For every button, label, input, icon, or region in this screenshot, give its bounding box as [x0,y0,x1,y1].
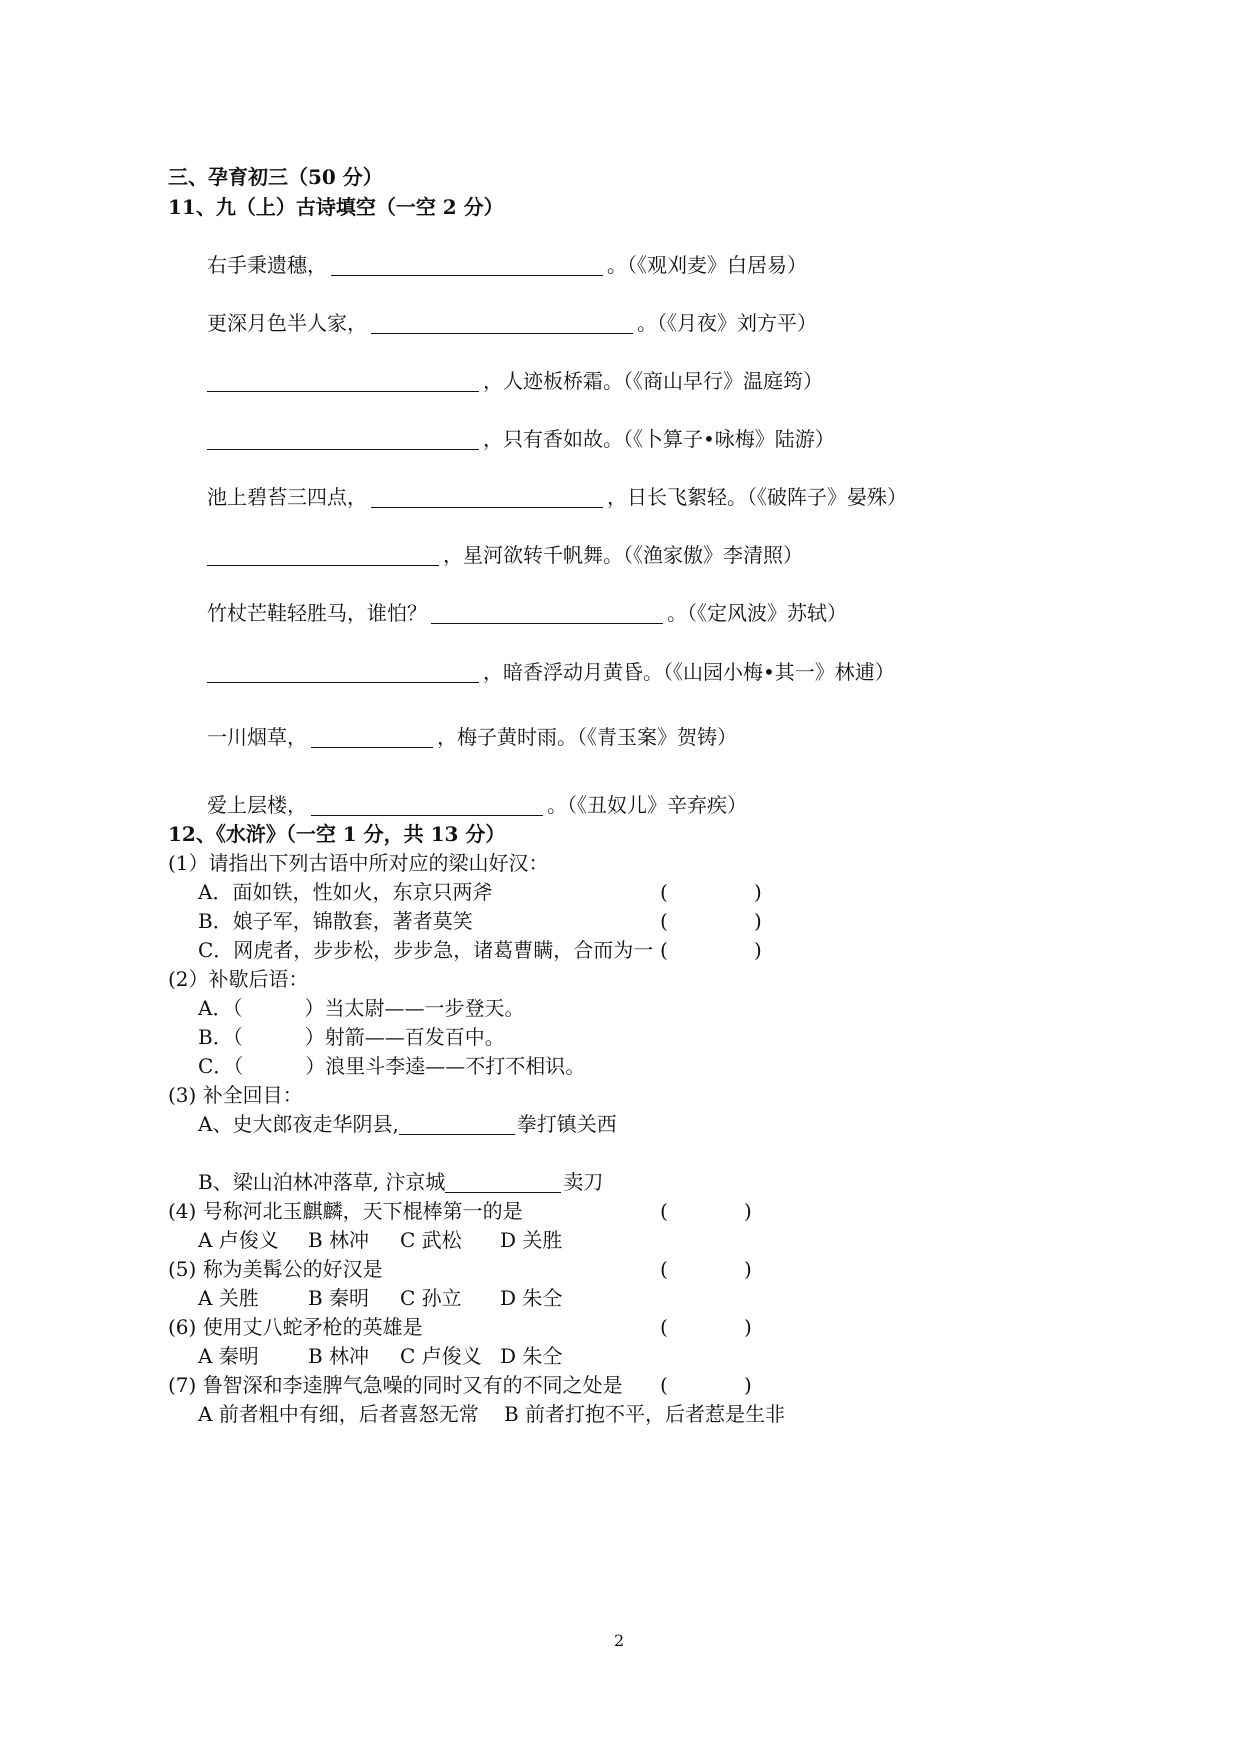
answer-blank[interactable] [399,1114,515,1135]
answer-blank[interactable] [207,545,439,566]
poem-text-after: ，只有香如故。（《卜算子•咏梅》陆游） [483,427,835,451]
q12-part2-prompt: (2）补歇后语： [168,967,309,991]
poem-text-after: ，梅子黄时雨。（《青玉案》贺铸） [437,725,737,749]
option-d: D 朱仝 [500,1344,563,1368]
poem-text-before: 池上碧苔三四点， [207,485,367,509]
poem-text-before: 右手秉遗穗， [207,253,327,277]
option-b: B 林冲 [308,1344,370,1368]
q12-title: 12、《水浒》（一空 1 分，共 13 分） [168,822,506,846]
q11-title: 11、九（上）古诗填空（一空 2 分） [168,195,504,219]
section-title: 三、孕育初三（50 分） [168,165,383,189]
q12-part3-item-a [198,1111,617,1137]
option-b: B 秦明 [308,1286,370,1310]
answer-blank[interactable] [445,1172,561,1193]
page-number: 2 [614,1631,625,1650]
option-d: D 关胜 [500,1228,563,1252]
option-a: A 关胜 [198,1286,259,1310]
answer-paren-open: ( [660,938,668,962]
poem-line-4 [207,426,835,452]
poem-line-2 [207,310,817,336]
poem-text-after: 。（《丑奴儿》辛弃疾） [547,793,747,817]
answer-blank[interactable] [331,255,603,276]
answer-blank[interactable] [311,795,543,816]
q12-part3-prompt: (3) 补全回目： [168,1083,303,1107]
answer-paren-open: ( [660,1199,668,1223]
q12-part5-prompt: (5) 称为美髯公的好汉是 [168,1257,383,1281]
option-c: C 武松 [400,1228,462,1252]
q12-part1-prompt: (1）请指出下列古语中所对应的梁山好汉： [168,851,549,875]
q12-part3-item-b [198,1169,603,1195]
option-c: C 孙立 [400,1286,462,1310]
poem-text-before: 更深月色半人家， [207,311,367,335]
answer-blank[interactable] [207,662,479,683]
poem-text-after: 。（《观刈麦》白居易） [607,253,807,277]
option-a: A 秦明 [198,1344,259,1368]
answer-paren-close: ) [744,1257,752,1281]
poem-text-after: ，星河欲转千帆舞。（《渔家傲》李清照） [443,543,803,567]
q12-part2-item-b [198,1024,505,1050]
answer-paren-open: ( [660,1315,668,1339]
option-b: B 前者打抱不平，后者惹是生非 [504,1402,786,1426]
item-text-before: A、史大郎夜走华阴县, [198,1112,399,1136]
q12-part4-prompt: (4) 号称河北玉麒麟，天下棍棒第一的是 [168,1199,523,1223]
item-text-before: B、梁山泊林冲落草, 汴京城 [198,1170,446,1194]
poem-line-8 [207,659,895,685]
answer-blank[interactable] [311,727,433,748]
poem-text-after: 。（《定风波》苏轼） [667,601,847,625]
q12-part1-item-c: C．网虎者，步步松，步步急，诸葛曹瞒，合而为一 [198,938,654,962]
poem-line-10 [207,792,747,818]
poem-line-1 [207,252,807,278]
item-text: ）当太尉——一步登天。 [304,996,525,1020]
poem-line-9 [207,724,737,750]
answer-paren-close: ) [744,1199,752,1223]
answer-blank[interactable] [371,313,633,334]
option-b: B 林冲 [308,1228,370,1252]
option-c: C 卢俊义 [400,1344,482,1368]
answer-paren-close: ) [744,1373,752,1397]
poem-line-3 [207,368,823,394]
poem-line-6 [207,542,803,568]
poem-text-after: ，暗香浮动月黄昏。（《山园小梅•其一》林逋） [483,660,895,684]
q12-part1-item-a: A．面如铁，性如火，东京只两斧 [198,880,493,904]
poem-text-after: 。（《月夜》刘方平） [637,311,817,335]
answer-paren-open: ( [660,880,668,904]
option-a: A 前者粗中有细，后者喜怒无常 [198,1402,479,1426]
answer-paren-close: ) [754,880,762,904]
answer-blank[interactable] [431,603,663,624]
poem-line-7 [207,600,847,626]
answer-paren-open: ( [660,1373,668,1397]
q12-part2-item-a [198,995,524,1021]
answer-blank[interactable] [371,487,603,508]
item-label: C．（ [198,1054,244,1078]
answer-blank[interactable] [207,371,479,392]
q12-part2-item-c [198,1053,585,1079]
q12-part1-item-b: B．娘子军，锦散套，著者莫笑 [198,909,473,933]
answer-paren-close: ) [744,1315,752,1339]
poem-text-before: 爱上层楼， [207,793,307,817]
poem-text-before: 一川烟草， [207,725,307,749]
poem-text-after: ，日长飞絮轻。（《破阵子》晏殊） [607,485,907,509]
q12-part6-prompt: (6) 使用丈八蛇矛枪的英雄是 [168,1315,423,1339]
option-a: A 卢俊义 [198,1228,279,1252]
item-text: ）射箭——百发百中。 [304,1025,505,1049]
item-text-after: 卖刀 [563,1170,604,1194]
poem-text-before: 竹杖芒鞋轻胜马，谁怕？ [207,601,427,625]
item-label: B．（ [198,1025,243,1049]
item-label: A．（ [198,996,243,1020]
poem-text-after: ，人迹板桥霜。（《商山早行》温庭筠） [483,369,823,393]
answer-blank[interactable] [207,429,479,450]
item-text: ）浪里斗李逵——不打不相识。 [305,1054,586,1078]
poem-line-5 [207,484,907,510]
answer-paren-open: ( [660,909,668,933]
answer-paren-close: ) [754,909,762,933]
answer-paren-close: ) [754,938,762,962]
item-text-after: 拳打镇关西 [516,1112,617,1136]
option-d: D 朱仝 [500,1286,563,1310]
q12-part7-prompt: (7) 鲁智深和李逵脾气急噪的同时又有的不同之处是 [168,1373,623,1397]
answer-paren-open: ( [660,1257,668,1281]
